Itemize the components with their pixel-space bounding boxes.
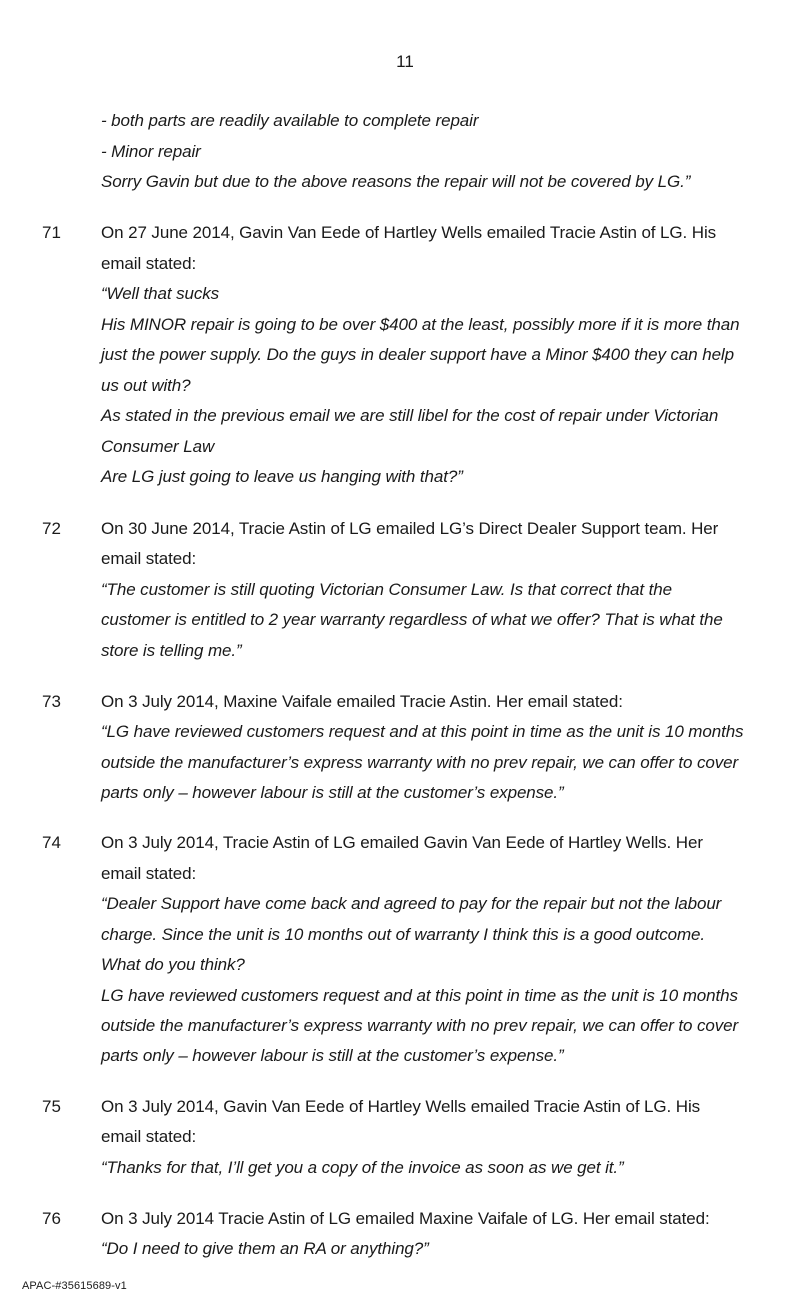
quote-line: “The customer is still quoting Victorian Consumer Law. Is that correct that the [101, 580, 672, 599]
quote-line: Consumer Law [101, 437, 215, 456]
paragraph-text-line: email stated: [101, 549, 197, 568]
paragraph-number: 76 [42, 1209, 61, 1228]
paragraph-number: 74 [42, 833, 61, 852]
paragraph-text-line: On 3 July 2014 Tracie Astin of LG emailed Maxine Vaifale of LG. Her email stated: [101, 1209, 710, 1228]
quote-line: As stated in the previous email we are still libel for the cost of repair under Victorian [101, 406, 719, 425]
paragraph-text-line: email stated: [101, 1127, 197, 1146]
paragraph-text-line: On 27 June 2014, Gavin Van Eede of Hartley Wells emailed Tracie Astin of LG. His [101, 223, 717, 242]
quote-line: “Do I need to give them an RA or anything?” [101, 1239, 429, 1258]
paragraph-text-line: On 3 July 2014, Tracie Astin of LG emailed Gavin Van Eede of Hartley Wells. Her [101, 833, 703, 852]
quote-line: outside the manufacturer’s express warranty with no prev repair, we can offer to cover [101, 1016, 739, 1035]
quote-line: store is telling me.” [101, 641, 242, 660]
paragraph-number: 71 [42, 223, 61, 242]
paragraph-number: 72 [42, 519, 61, 538]
quote-line: “Thanks for that, I’ll get you a copy of the invoice as soon as we get it.” [101, 1158, 624, 1177]
intro-line: - Minor repair [101, 142, 201, 161]
quote-line: Are LG just going to leave us hanging with that?” [101, 467, 463, 486]
intro-line: - both parts are readily available to complete repair [101, 111, 479, 130]
paragraph-text-line: On 30 June 2014, Tracie Astin of LG emailed LG’s Direct Dealer Support team. Her [101, 519, 719, 538]
intro-line: Sorry Gavin but due to the above reasons the repair will not be covered by LG.” [101, 172, 691, 191]
page-number: 11 [396, 52, 414, 71]
document-reference-footer: APAC-#35615689-v1 [22, 1280, 127, 1292]
quote-line: “Dealer Support have come back and agreed to pay for the repair but not the labour [101, 894, 722, 913]
quote-line: What do you think? [101, 955, 245, 974]
quote-line: just the power supply. Do the guys in dealer support have a Minor $400 they can help [101, 345, 734, 364]
paragraph-text-line: On 3 July 2014, Maxine Vaifale emailed Tracie Astin. Her email stated: [101, 692, 623, 711]
quote-line: “Well that sucks [101, 284, 220, 303]
paragraph-number: 73 [42, 692, 61, 711]
paragraph-text-line: email stated: [101, 254, 197, 273]
paragraph-text-line: On 3 July 2014, Gavin Van Eede of Hartley Wells emailed Tracie Astin of LG. His [101, 1097, 701, 1116]
quote-line: outside the manufacturer’s express warranty with no prev repair, we can offer to cover [101, 753, 739, 772]
paragraph-text-line: email stated: [101, 864, 197, 883]
quote-line: His MINOR repair is going to be over $400 at the least, possibly more if it is more than [101, 315, 740, 334]
quote-line: us out with? [101, 376, 191, 395]
quote-line: parts only – however labour is still at the customer’s expense.” [101, 1046, 564, 1065]
quote-line: customer is entitled to 2 year warranty regardless of what we offer? That is what the [101, 610, 723, 629]
quote-line: charge. Since the unit is 10 months out of warranty I think this is a good outcome. [101, 925, 706, 944]
quote-line: “LG have reviewed customers request and at this point in time as the unit is 10 months [101, 722, 744, 741]
quote-line: parts only – however labour is still at the customer’s expense.” [101, 783, 564, 802]
paragraph-number: 75 [42, 1097, 61, 1116]
quote-line: LG have reviewed customers request and at this point in time as the unit is 10 months [101, 986, 738, 1005]
